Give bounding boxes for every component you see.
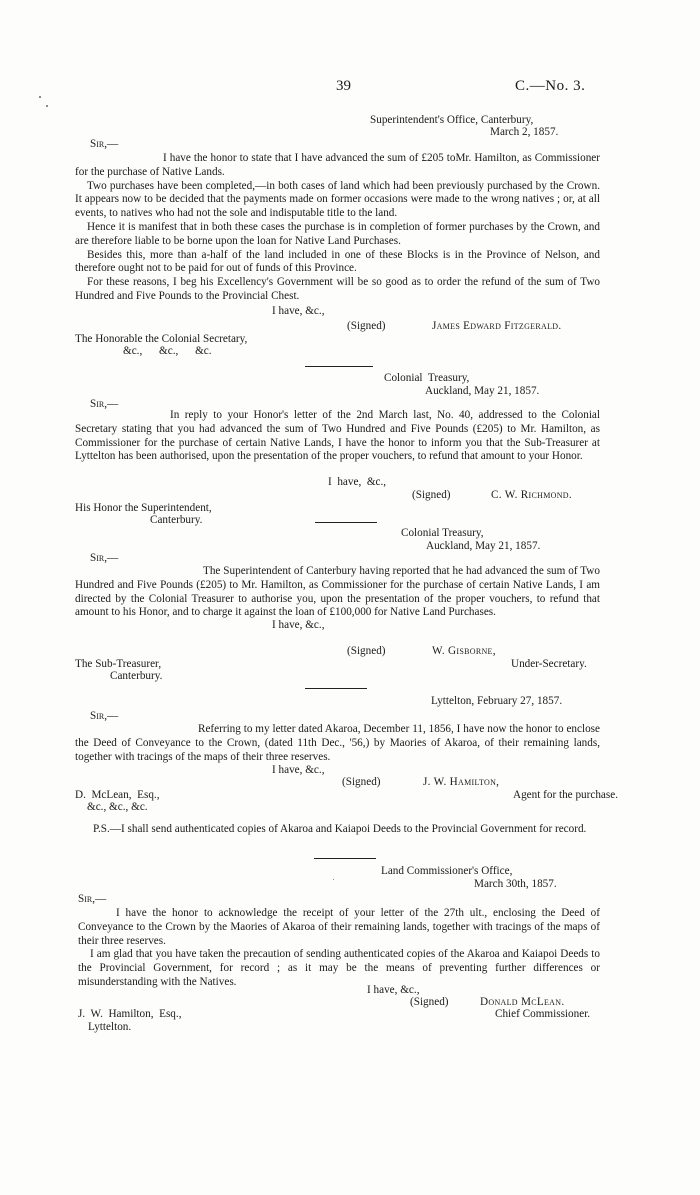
letter1-body — [75, 152, 600, 304]
letter5-paragraph: I am glad that you have taken the precaution of sending authenticated copies of the Akaroa and Kaiapoi Deeds to the Provincial Government, for record ; as it may be the means of preventing further differences or misunderstanding with the Natives. — [78, 948, 600, 988]
letter1-paragraph: Two purchases have been completed,—in both cases of land which had been previously purchased by the Crown. It appears now to be decided that the payments made on former occasions were made to the wrong natives ; or, at all events, to natives who had not the sole and indisputable title to the land. — [75, 179, 600, 220]
letter3-addressee-place: Canterbury. — [110, 670, 163, 682]
letter1-paragraph: Besides this, more than a-half of the land included in one of these Blocks is in the Province of Nelson, and therefore ought not to be paid for out of funds of this Province. — [75, 248, 600, 275]
letter2-date: Auckland, May 21, 1857. — [425, 385, 540, 397]
letter1-salutation: Sir,— — [90, 138, 119, 150]
section-divider — [315, 522, 377, 523]
letter1-paragraph: I have the honor to state that I have advanced the sum of £205 toMr. Hamilton, as Commissioner for the purchase of Native Lands. — [75, 152, 600, 178]
letter4-date: Lyttelton, February 27, 1857. — [431, 695, 563, 707]
letter4-salutation: Sir,— — [90, 710, 119, 722]
letter5-signatory: Donald McLean. — [480, 996, 565, 1008]
letter5-signed: (Signed) — [410, 996, 449, 1008]
letter5-closing: I have, &c., — [367, 984, 420, 996]
letter2-closing: I have, &c., — [328, 476, 387, 488]
letter1-paragraph: For these reasons, I beg his Excellency's Government will be so good as to order the refund of the sum of Two Hundred and Five Pounds to the Provincial Chest. — [75, 276, 600, 302]
letter4-paragraph: Referring to my letter dated Akaroa, December 11, 1856, I have now the honor to enclose the Deed of Conveyance to the Crown, (dated 11th Dec., '56,) by Maories of Akaroa, of their remaining lands, together with tracings of the maps of their three reserves. — [75, 723, 600, 763]
letter1-date: March 2, 1857. — [490, 126, 559, 138]
section-divider — [305, 366, 373, 367]
letter4-body — [75, 723, 600, 764]
letter1-signed: (Signed) — [347, 320, 386, 332]
letter5-from: Land Commissioner's Office, — [381, 865, 513, 877]
letter3-signatory: W. Gisborne, — [432, 645, 496, 657]
letter1-from: Superintendent's Office, Canterbury, — [370, 114, 534, 126]
letter5-addressee: J. W. Hamilton, Esq., — [78, 1008, 182, 1020]
letter4-closing: I have, &c., — [272, 764, 325, 776]
scan-speck — [39, 96, 41, 98]
letter2-signed: (Signed) — [412, 489, 451, 501]
letter1-addressee: The Honorable the Colonial Secretary, — [75, 333, 248, 345]
page-number: 39 — [336, 78, 351, 94]
letter1-signatory: James Edward Fitzgerald. — [432, 320, 562, 332]
letter2-salutation: Sir,— — [90, 398, 119, 410]
letter2-body — [75, 409, 600, 464]
letter1-closing: I have, &c., — [272, 305, 325, 317]
letter2-paragraph: In reply to your Honor's letter of the 2nd March last, No. 40, addressed to the Colonial Secretary stating that you had advanced the sum of Two Hundred and Five Pounds (£205) to Mr. Hamilton, as Commissioner for the purchase of certain Native Lands, I have the honor to inform you that the Sub-Treasurer at Lyttelton has been authorised, upon the presentation of the proper vouchers, to refund that amount to your Honor. — [75, 409, 600, 463]
letter5-paragraph: I have the honor to acknowledge the receipt of your letter of the 27th ult., enclosing the Deed of Conveyance to the Crown by the Maories of Akaroa of their remaining lands, together with tracings of the maps of their three reserves. — [78, 907, 600, 947]
scan-speck — [333, 879, 334, 880]
letter3-closing: I have, &c., — [272, 619, 325, 631]
letter4-addressee-etc: &c., &c., &c. — [87, 801, 148, 813]
letter5-addressee-place: Lyttelton. — [88, 1021, 132, 1033]
letter3-date: Auckland, May 21, 1857. — [426, 540, 541, 552]
letter5-date: March 30th, 1857. — [474, 878, 557, 890]
letter4-addressee: D. McLean, Esq., — [75, 789, 160, 801]
document-reference: C.—No. 3. — [515, 78, 586, 94]
letter3-signed: (Signed) — [347, 645, 386, 657]
letter2-from: Colonial Treasury, — [384, 372, 470, 384]
letter4-signatory: J. W. Hamilton, — [423, 776, 500, 788]
letter4-postscript: P.S.—I shall send authenticated copies of Akaroa and Kaiapoi Deeds to the Provincial Government for record. — [93, 823, 587, 835]
letter1-paragraph: Hence it is manifest that in both these cases the purchase is in completion of former purchases by the Crown, and are therefore liable to be borne upon the loan for Native Land Purchases. — [75, 220, 600, 247]
letter3-salutation: Sir,— — [90, 552, 119, 564]
letter3-signatory-title: Under-Secretary. — [511, 658, 587, 670]
section-divider — [305, 688, 367, 689]
scan-speck — [46, 105, 48, 107]
letter5-salutation: Sir,— — [78, 893, 107, 905]
letter2-addressee: His Honor the Superintendent, — [75, 502, 212, 514]
letter3-from: Colonial Treasury, — [401, 527, 484, 539]
letter3-addressee: The Sub-Treasurer, — [75, 658, 162, 670]
letter2-signatory: C. W. Richmond. — [491, 489, 572, 501]
letter5-body — [78, 907, 600, 990]
letter3-body — [75, 565, 600, 620]
letter5-signatory-title: Chief Commissioner. — [495, 1008, 591, 1020]
letter1-addressee-etc: &c., &c., &c. — [123, 345, 212, 357]
letter3-paragraph: The Superintendent of Canterbury having reported that he had advanced the sum of Two Hundred and Five Pounds (£205) to Mr. Hamilton, as Commissioner for the purchase of certain Native Lands, I am directed by the Colonial Treasurer to authorise you, upon the presentation of the proper vouchers, to refund that amount to his Honor, and to charge it against the loan of £100,000 for Native Land Purchases. — [75, 565, 600, 619]
letter2-addressee-place: Canterbury. — [150, 514, 203, 526]
letter4-signed: (Signed) — [342, 776, 381, 788]
letter4-postscript-block — [75, 823, 600, 837]
letter4-signatory-title: Agent for the purchase. — [513, 789, 618, 801]
section-divider — [314, 858, 376, 859]
